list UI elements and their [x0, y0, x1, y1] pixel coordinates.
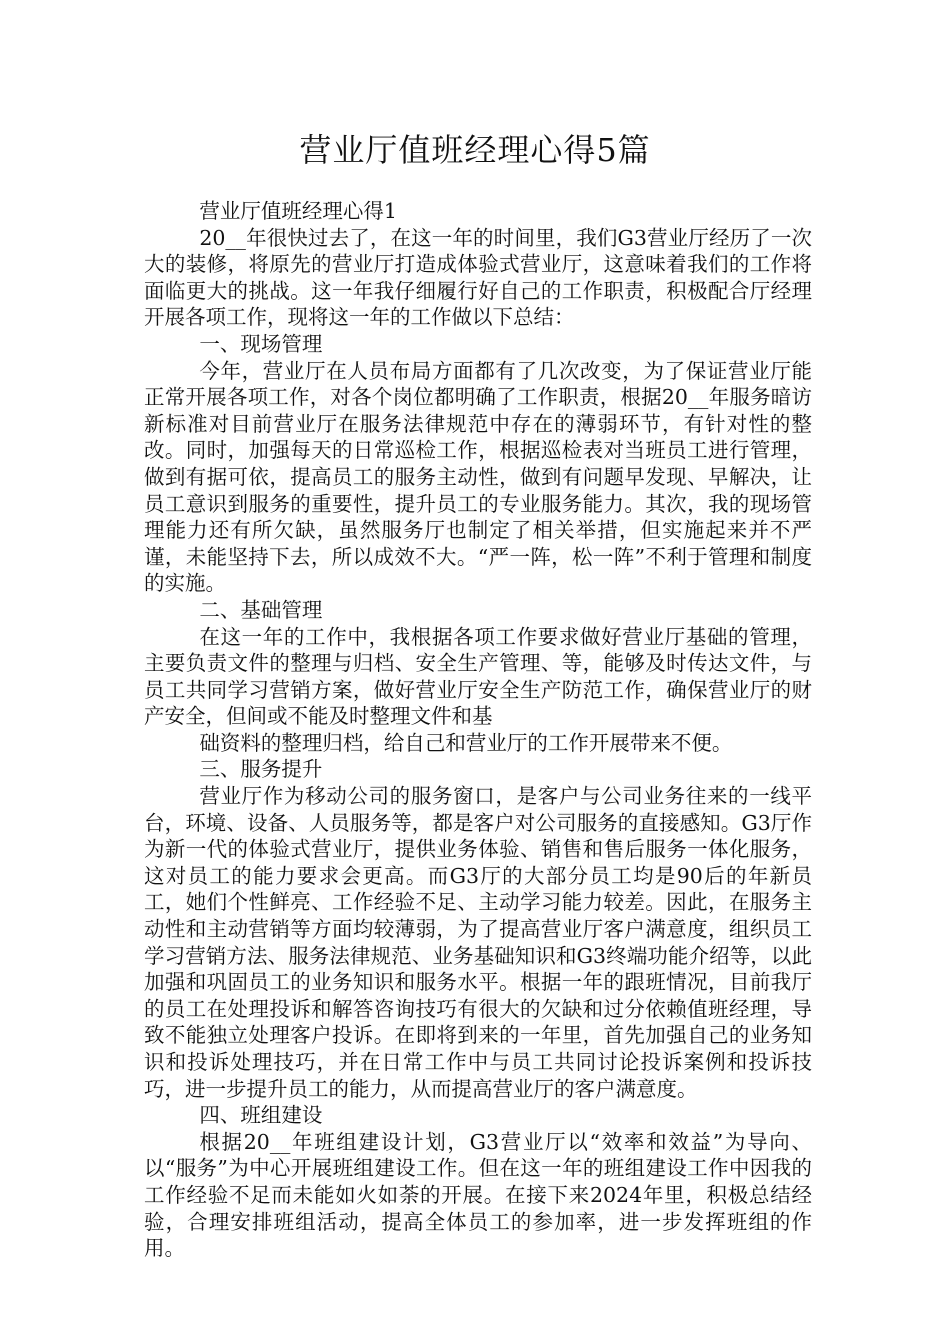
section-subtitle: 营业厅值班经理心得1	[199, 199, 397, 223]
section-heading: 二、基础管理	[199, 597, 323, 622]
document-title: 营业厅值班经理心得5篇	[299, 131, 651, 169]
body-paragraph: 20__年很快过去了，在这一年的时间里，我们G3营业厅经历了一次大的装修，将原先的营业厅打造成体验式营业厅，这意味着我们的工作将面临更大的挑战。这一年我仔细履行好自己的工作职责，积极配合厅经理开展各项工作，现将这一年的工作做以下总结：	[144, 225, 812, 330]
section-heading: 三、服务提升	[199, 757, 323, 782]
body-paragraph: 根据20__年班组建设计划，G3营业厅以“效率和效益”为导向、以“服务”为中心开展班组建设工作。但在这一年的班组建设工作中因我的工作经验不足而未能如火如荼的开展。在接下来2024年里，积极总结经验，合理安排班组活动，提高全体员工的参加率，进一步发挥班组的作用。	[144, 1129, 812, 1261]
body-paragraph: 在这一年的工作中，我根据各项工作要求做好营业厅基础的管理，主要负责文件的整理与归档、安全生产管理、等，能够及时传达文件，与员工共同学习营销方案，做好营业厅安全生产防范工作，确保营业厅的财产安全，但间或不能及时整理文件和基	[144, 624, 812, 729]
body-paragraph: 础资料的整理归档，给自己和营业厅的工作开展带来不便。	[199, 730, 733, 755]
document-body	[144, 198, 812, 1262]
section-heading: 一、现场管理	[199, 331, 323, 356]
body-paragraph: 今年，营业厅在人员布局方面都有了几次改变，为了保证营业厅能正常开展各项工作，对各个岗位都明确了工作职责，根据20__年服务暗访新标准对目前营业厅在服务法律规范中存在的薄弱环节，有针对性的整改。同时，加强每天的日常巡检工作，根据巡检表对当班员工进行管理，做到有据可依，提高员工的服务主动性，做到有问题早发现、早解决，让员工意识到服务的重要性，提升员工的专业服务能力。其次，我的现场管理能力还有所欠缺，虽然服务厅也制定了相关举措，但实施起来并不严谨，未能坚持下去，所以成效不大。“严一阵，松一阵”不利于管理和制度的实施。	[144, 358, 812, 596]
body-paragraph: 营业厅作为移动公司的服务窗口，是客户与公司业务往来的一线平台，环境、设备、人员服务等，都是客户对公司服务的直接感知。G3厅作为新一代的体验式营业厅，提供业务体验、销售和售后服务一体化服务，这对员工的能力要求会更高。而G3厅的大部分员工均是90后的年新员工，她们个性鲜亮、工作经验不足、主动学习能力较差。因此，在服务主动性和主动营销等方面均较薄弱，为了提高营业厅客户满意度，组织员工学习营销方法、服务法律规范、业务基础知识和G3终端功能介绍等，以此加强和巩固员工的业务知识和服务水平。根据一年的跟班情况，目前我厅的员工在处理投诉和解答咨询技巧有很大的欠缺和过分依赖值班经理，导致不能独立处理客户投诉。在即将到来的一年里，首先加强自己的业务知识和投诉处理技巧，并在日常工作中与员工共同讨论投诉案例和投诉技巧，进一步提升员工的能力，从而提高营业厅的客户满意度。	[144, 784, 812, 1101]
section-heading: 四、班组建设	[199, 1103, 323, 1128]
